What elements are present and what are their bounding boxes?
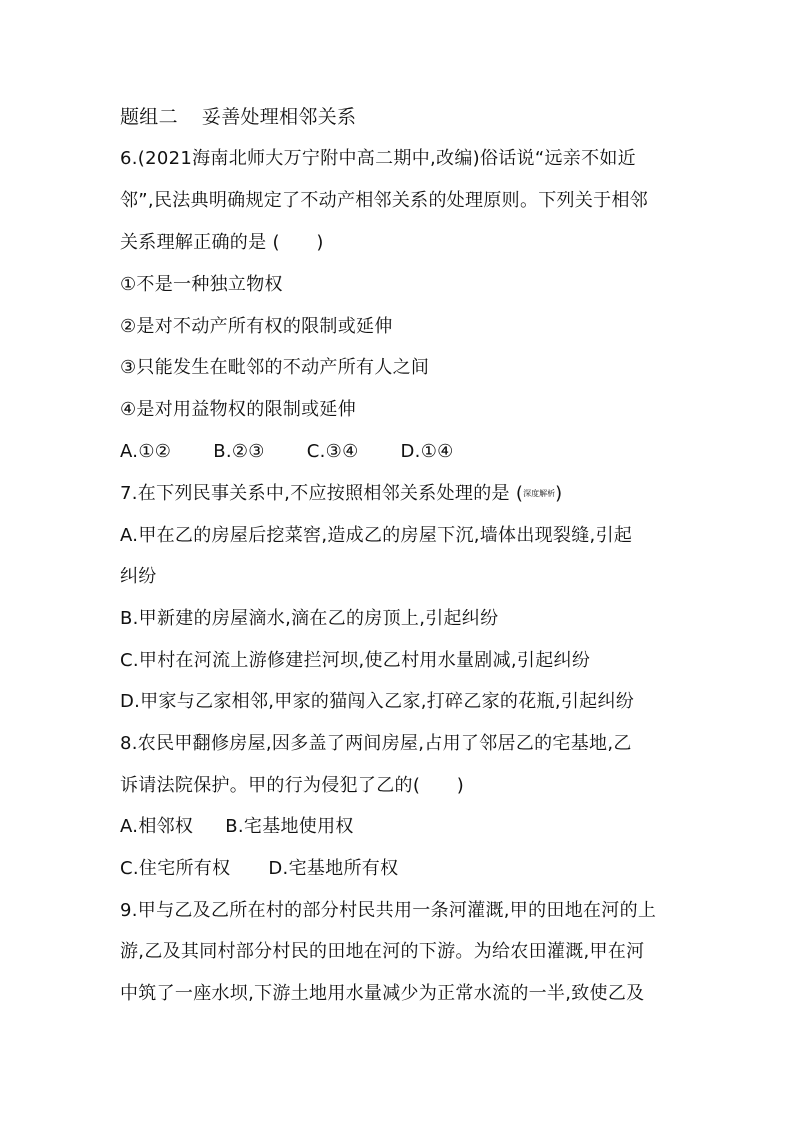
q9-stem-line3: 中筑了一座水坝,下游土地用水量减少为正常水流的一半,致使乙及 <box>120 983 645 1004</box>
q6-stem-line1: 6.(2021海南北师大万宁附中高二期中,改编)俗话说“远亲不如近 <box>120 148 636 169</box>
q8-option-d: D.宅基地所有权 <box>268 858 399 879</box>
q8-option-b: B.宅基地使用权 <box>225 816 354 837</box>
q7-option-b: B.甲新建的房屋滴水,滴在乙的房顶上,引起纠纷 <box>120 608 499 629</box>
q7-analysis-tag: 深度解析 <box>523 489 556 498</box>
q8-options-row2 <box>120 857 398 881</box>
q6-option-c: C.③④ <box>306 441 359 462</box>
q8-options-row1 <box>120 815 354 839</box>
q7-paren-open: ( <box>515 483 524 504</box>
q6-option-a: A.①② <box>120 441 172 462</box>
q6-item-4: ④是对用益物权的限制或延伸 <box>120 399 357 420</box>
q8-stem-line1: 8.农民甲翻修房屋,因多盖了两间房屋,占用了邻居乙的宅基地,乙 <box>120 733 632 754</box>
q8-option-a: A.相邻权 <box>120 816 194 837</box>
q7-paren-close: ) <box>555 483 563 504</box>
q7-option-c: C.甲村在河流上游修建拦河坝,使乙村用水量剧减,引起纠纷 <box>120 650 591 671</box>
q6-option-b: B.②③ <box>213 441 265 462</box>
section-label: 题组二 <box>120 106 178 128</box>
q6-item-2: ②是对不动产所有权的限制或延伸 <box>120 316 393 337</box>
q6-stem-text: 关系理解正确的是 <box>120 232 267 253</box>
q6-stem-line3 <box>120 231 324 255</box>
q7-option-d: D.甲家与乙家相邻,甲家的猫闯入乙家,打碎乙家的花瓶,引起纠纷 <box>120 691 635 712</box>
q6-option-d: D.①④ <box>400 441 454 462</box>
q7-stem-text: 7.在下列民事关系中,不应按照相邻关系处理的是 <box>120 483 510 504</box>
q9-stem-line2: 游,乙及其同村部分村民的田地在河的下游。为给农田灌溉,甲在河 <box>120 941 645 962</box>
q8-answer-paren: ( ) <box>412 775 465 796</box>
q6-answer-paren: ( ) <box>272 232 324 253</box>
q6-stem-line2: 邻”,民法典明确规定了不动产相邻关系的处理原则。下列关于相邻 <box>120 190 649 211</box>
q8-stem-line2 <box>120 774 464 798</box>
q6-item-1: ①不是一种独立物权 <box>120 274 283 295</box>
q7-option-a-line1: A.甲在乙的房屋后挖菜窖,造成乙的房屋下沉,墙体出现裂缝,引起 <box>120 525 633 546</box>
section-title: 妥善处理相邻关系 <box>201 106 357 128</box>
q7-stem <box>120 482 562 506</box>
q7-option-a-line2: 纠纷 <box>120 566 157 587</box>
q8-stem-text: 诉请法院保护。甲的行为侵犯了乙的 <box>120 775 413 796</box>
q6-item-3: ③只能发生在毗邻的不动产所有人之间 <box>120 357 430 378</box>
q6-options <box>120 440 454 464</box>
q8-option-c: C.住宅所有权 <box>120 858 231 879</box>
q9-stem-line1: 9.甲与乙及乙所在村的部分村民共用一条河灌溉,甲的田地在河的上 <box>120 900 657 921</box>
section-heading <box>120 105 356 129</box>
